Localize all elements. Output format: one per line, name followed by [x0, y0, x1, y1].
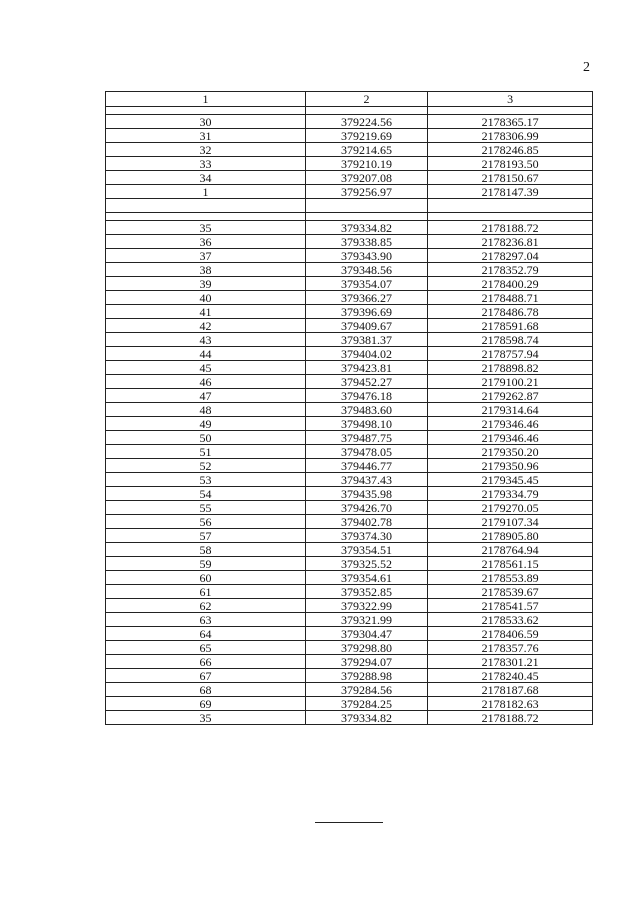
point-number-cell: 45	[106, 361, 306, 375]
table-row	[106, 487, 593, 501]
point-number-cell: 48	[106, 403, 306, 417]
y-coordinate-cell: 2178533.62	[428, 613, 593, 627]
point-number-cell: 60	[106, 571, 306, 585]
y-coordinate-cell: 2178182.63	[428, 697, 593, 711]
coordinates-table	[105, 91, 593, 725]
x-coordinate-cell: 379487.75	[305, 431, 427, 445]
y-coordinate-cell: 2178905.80	[428, 529, 593, 543]
y-coordinate-cell: 2178306.99	[428, 129, 593, 143]
point-number-cell: 40	[106, 291, 306, 305]
table-row	[106, 501, 593, 515]
column-header-1: 1	[106, 92, 306, 107]
point-number-cell: 38	[106, 263, 306, 277]
x-coordinate-cell: 379354.07	[305, 277, 427, 291]
table-row	[106, 613, 593, 627]
spacer-cell	[428, 199, 593, 213]
y-coordinate-cell: 2179270.05	[428, 501, 593, 515]
table-row	[106, 711, 593, 725]
y-coordinate-cell: 2179346.46	[428, 417, 593, 431]
table-row	[106, 235, 593, 249]
table-row	[106, 543, 593, 557]
y-coordinate-cell: 2178193.50	[428, 157, 593, 171]
table-row	[106, 157, 593, 171]
x-coordinate-cell: 379207.08	[305, 171, 427, 185]
table-row	[106, 627, 593, 641]
point-number-cell: 32	[106, 143, 306, 157]
y-coordinate-cell: 2178188.72	[428, 221, 593, 235]
table-body	[106, 107, 593, 725]
point-number-cell: 68	[106, 683, 306, 697]
x-coordinate-cell: 379284.56	[305, 683, 427, 697]
table-row	[106, 277, 593, 291]
table-row	[106, 249, 593, 263]
column-header-3: 3	[428, 92, 593, 107]
table-row	[106, 403, 593, 417]
y-coordinate-cell: 2179100.21	[428, 375, 593, 389]
spacer-cell	[305, 213, 427, 221]
x-coordinate-cell: 379409.67	[305, 319, 427, 333]
point-number-cell: 62	[106, 599, 306, 613]
table-row	[106, 305, 593, 319]
x-coordinate-cell: 379435.98	[305, 487, 427, 501]
y-coordinate-cell: 2178898.82	[428, 361, 593, 375]
y-coordinate-cell: 2178147.39	[428, 185, 593, 199]
y-coordinate-cell: 2179350.20	[428, 445, 593, 459]
y-coordinate-cell: 2178301.21	[428, 655, 593, 669]
table-row	[106, 585, 593, 599]
page-number: 2	[583, 60, 590, 75]
y-coordinate-cell: 2178357.76	[428, 641, 593, 655]
table-row	[106, 431, 593, 445]
x-coordinate-cell: 379224.56	[305, 115, 427, 129]
point-number-cell: 34	[106, 171, 306, 185]
y-coordinate-cell: 2179350.96	[428, 459, 593, 473]
x-coordinate-cell: 379210.19	[305, 157, 427, 171]
x-coordinate-cell: 379476.18	[305, 389, 427, 403]
table-row	[106, 669, 593, 683]
footer-rule	[315, 822, 383, 823]
spacer-cell	[106, 213, 306, 221]
x-coordinate-cell: 379426.70	[305, 501, 427, 515]
table-row	[106, 473, 593, 487]
point-number-cell: 37	[106, 249, 306, 263]
y-coordinate-cell: 2178246.85	[428, 143, 593, 157]
point-number-cell: 51	[106, 445, 306, 459]
table-row	[106, 389, 593, 403]
point-number-cell: 65	[106, 641, 306, 655]
point-number-cell: 55	[106, 501, 306, 515]
point-number-cell: 42	[106, 319, 306, 333]
y-coordinate-cell: 2178365.17	[428, 115, 593, 129]
point-number-cell: 31	[106, 129, 306, 143]
point-number-cell: 44	[106, 347, 306, 361]
point-number-cell: 63	[106, 613, 306, 627]
y-coordinate-cell: 2179314.64	[428, 403, 593, 417]
y-coordinate-cell: 2178188.72	[428, 711, 593, 725]
y-coordinate-cell: 2179262.87	[428, 389, 593, 403]
y-coordinate-cell: 2178236.81	[428, 235, 593, 249]
table-row	[106, 375, 593, 389]
point-number-cell: 66	[106, 655, 306, 669]
point-number-cell: 57	[106, 529, 306, 543]
x-coordinate-cell: 379446.77	[305, 459, 427, 473]
table-row	[106, 655, 593, 669]
point-number-cell: 49	[106, 417, 306, 431]
y-coordinate-cell: 2178352.79	[428, 263, 593, 277]
point-number-cell: 69	[106, 697, 306, 711]
x-coordinate-cell: 379256.97	[305, 185, 427, 199]
spacer-cell	[305, 199, 427, 213]
point-number-cell: 35	[106, 221, 306, 235]
table-row	[106, 697, 593, 711]
table-row	[106, 459, 593, 473]
x-coordinate-cell: 379483.60	[305, 403, 427, 417]
y-coordinate-cell: 2178406.59	[428, 627, 593, 641]
table-row	[106, 115, 593, 129]
x-coordinate-cell: 379354.61	[305, 571, 427, 585]
x-coordinate-cell: 379343.90	[305, 249, 427, 263]
table-row	[106, 445, 593, 459]
point-number-cell: 47	[106, 389, 306, 403]
y-coordinate-cell: 2178561.15	[428, 557, 593, 571]
point-number-cell: 52	[106, 459, 306, 473]
point-number-cell: 36	[106, 235, 306, 249]
y-coordinate-cell: 2178591.68	[428, 319, 593, 333]
x-coordinate-cell: 379404.02	[305, 347, 427, 361]
table-row	[106, 291, 593, 305]
x-coordinate-cell: 379214.65	[305, 143, 427, 157]
table-row	[106, 599, 593, 613]
point-number-cell: 1	[106, 185, 306, 199]
x-coordinate-cell: 379288.98	[305, 669, 427, 683]
table-row	[106, 515, 593, 529]
table-row	[106, 319, 593, 333]
table-spacer-row	[106, 199, 593, 213]
y-coordinate-cell: 2179107.34	[428, 515, 593, 529]
x-coordinate-cell: 379298.80	[305, 641, 427, 655]
point-number-cell: 59	[106, 557, 306, 571]
x-coordinate-cell: 379381.37	[305, 333, 427, 347]
point-number-cell: 50	[106, 431, 306, 445]
x-coordinate-cell: 379334.82	[305, 711, 427, 725]
column-header-2: 2	[305, 92, 427, 107]
table-row	[106, 529, 593, 543]
y-coordinate-cell: 2178488.71	[428, 291, 593, 305]
y-coordinate-cell: 2178598.74	[428, 333, 593, 347]
x-coordinate-cell: 379366.27	[305, 291, 427, 305]
table-row	[106, 683, 593, 697]
y-coordinate-cell: 2178187.68	[428, 683, 593, 697]
table-row	[106, 571, 593, 585]
table-row	[106, 221, 593, 235]
x-coordinate-cell: 379348.56	[305, 263, 427, 277]
table-row	[106, 171, 593, 185]
y-coordinate-cell: 2179334.79	[428, 487, 593, 501]
x-coordinate-cell: 379338.85	[305, 235, 427, 249]
point-number-cell: 35	[106, 711, 306, 725]
x-coordinate-cell: 379294.07	[305, 655, 427, 669]
y-coordinate-cell: 2178297.04	[428, 249, 593, 263]
spacer-cell	[305, 107, 427, 115]
y-coordinate-cell: 2178757.94	[428, 347, 593, 361]
table-row	[106, 333, 593, 347]
point-number-cell: 56	[106, 515, 306, 529]
x-coordinate-cell: 379437.43	[305, 473, 427, 487]
table-row	[106, 143, 593, 157]
table-row	[106, 263, 593, 277]
point-number-cell: 39	[106, 277, 306, 291]
x-coordinate-cell: 379452.27	[305, 375, 427, 389]
point-number-cell: 64	[106, 627, 306, 641]
x-coordinate-cell: 379304.47	[305, 627, 427, 641]
table-row	[106, 185, 593, 199]
point-number-cell: 30	[106, 115, 306, 129]
table-row	[106, 557, 593, 571]
point-number-cell: 53	[106, 473, 306, 487]
y-coordinate-cell: 2179345.45	[428, 473, 593, 487]
point-number-cell: 61	[106, 585, 306, 599]
table-spacer-row	[106, 213, 593, 221]
spacer-cell	[428, 213, 593, 221]
x-coordinate-cell: 379219.69	[305, 129, 427, 143]
point-number-cell: 54	[106, 487, 306, 501]
point-number-cell: 43	[106, 333, 306, 347]
x-coordinate-cell: 379321.99	[305, 613, 427, 627]
x-coordinate-cell: 379498.10	[305, 417, 427, 431]
point-number-cell: 58	[106, 543, 306, 557]
point-number-cell: 67	[106, 669, 306, 683]
x-coordinate-cell: 379334.82	[305, 221, 427, 235]
table-header-row	[106, 92, 593, 107]
table-row	[106, 347, 593, 361]
point-number-cell: 41	[106, 305, 306, 319]
x-coordinate-cell: 379374.30	[305, 529, 427, 543]
point-number-cell: 33	[106, 157, 306, 171]
y-coordinate-cell: 2178541.57	[428, 599, 593, 613]
x-coordinate-cell: 379478.05	[305, 445, 427, 459]
y-coordinate-cell: 2178764.94	[428, 543, 593, 557]
spacer-cell	[106, 107, 306, 115]
x-coordinate-cell: 379352.85	[305, 585, 427, 599]
point-number-cell: 46	[106, 375, 306, 389]
y-coordinate-cell: 2178539.67	[428, 585, 593, 599]
y-coordinate-cell: 2178150.67	[428, 171, 593, 185]
x-coordinate-cell: 379396.69	[305, 305, 427, 319]
x-coordinate-cell: 379322.99	[305, 599, 427, 613]
y-coordinate-cell: 2178486.78	[428, 305, 593, 319]
y-coordinate-cell: 2179346.46	[428, 431, 593, 445]
table-row	[106, 129, 593, 143]
spacer-cell	[106, 199, 306, 213]
y-coordinate-cell: 2178553.89	[428, 571, 593, 585]
x-coordinate-cell: 379423.81	[305, 361, 427, 375]
table-row	[106, 417, 593, 431]
y-coordinate-cell: 2178400.29	[428, 277, 593, 291]
x-coordinate-cell: 379402.78	[305, 515, 427, 529]
y-coordinate-cell: 2178240.45	[428, 669, 593, 683]
table-spacer-row	[106, 107, 593, 115]
x-coordinate-cell: 379354.51	[305, 543, 427, 557]
table-row	[106, 641, 593, 655]
table-row	[106, 361, 593, 375]
x-coordinate-cell: 379325.52	[305, 557, 427, 571]
spacer-cell	[428, 107, 593, 115]
x-coordinate-cell: 379284.25	[305, 697, 427, 711]
